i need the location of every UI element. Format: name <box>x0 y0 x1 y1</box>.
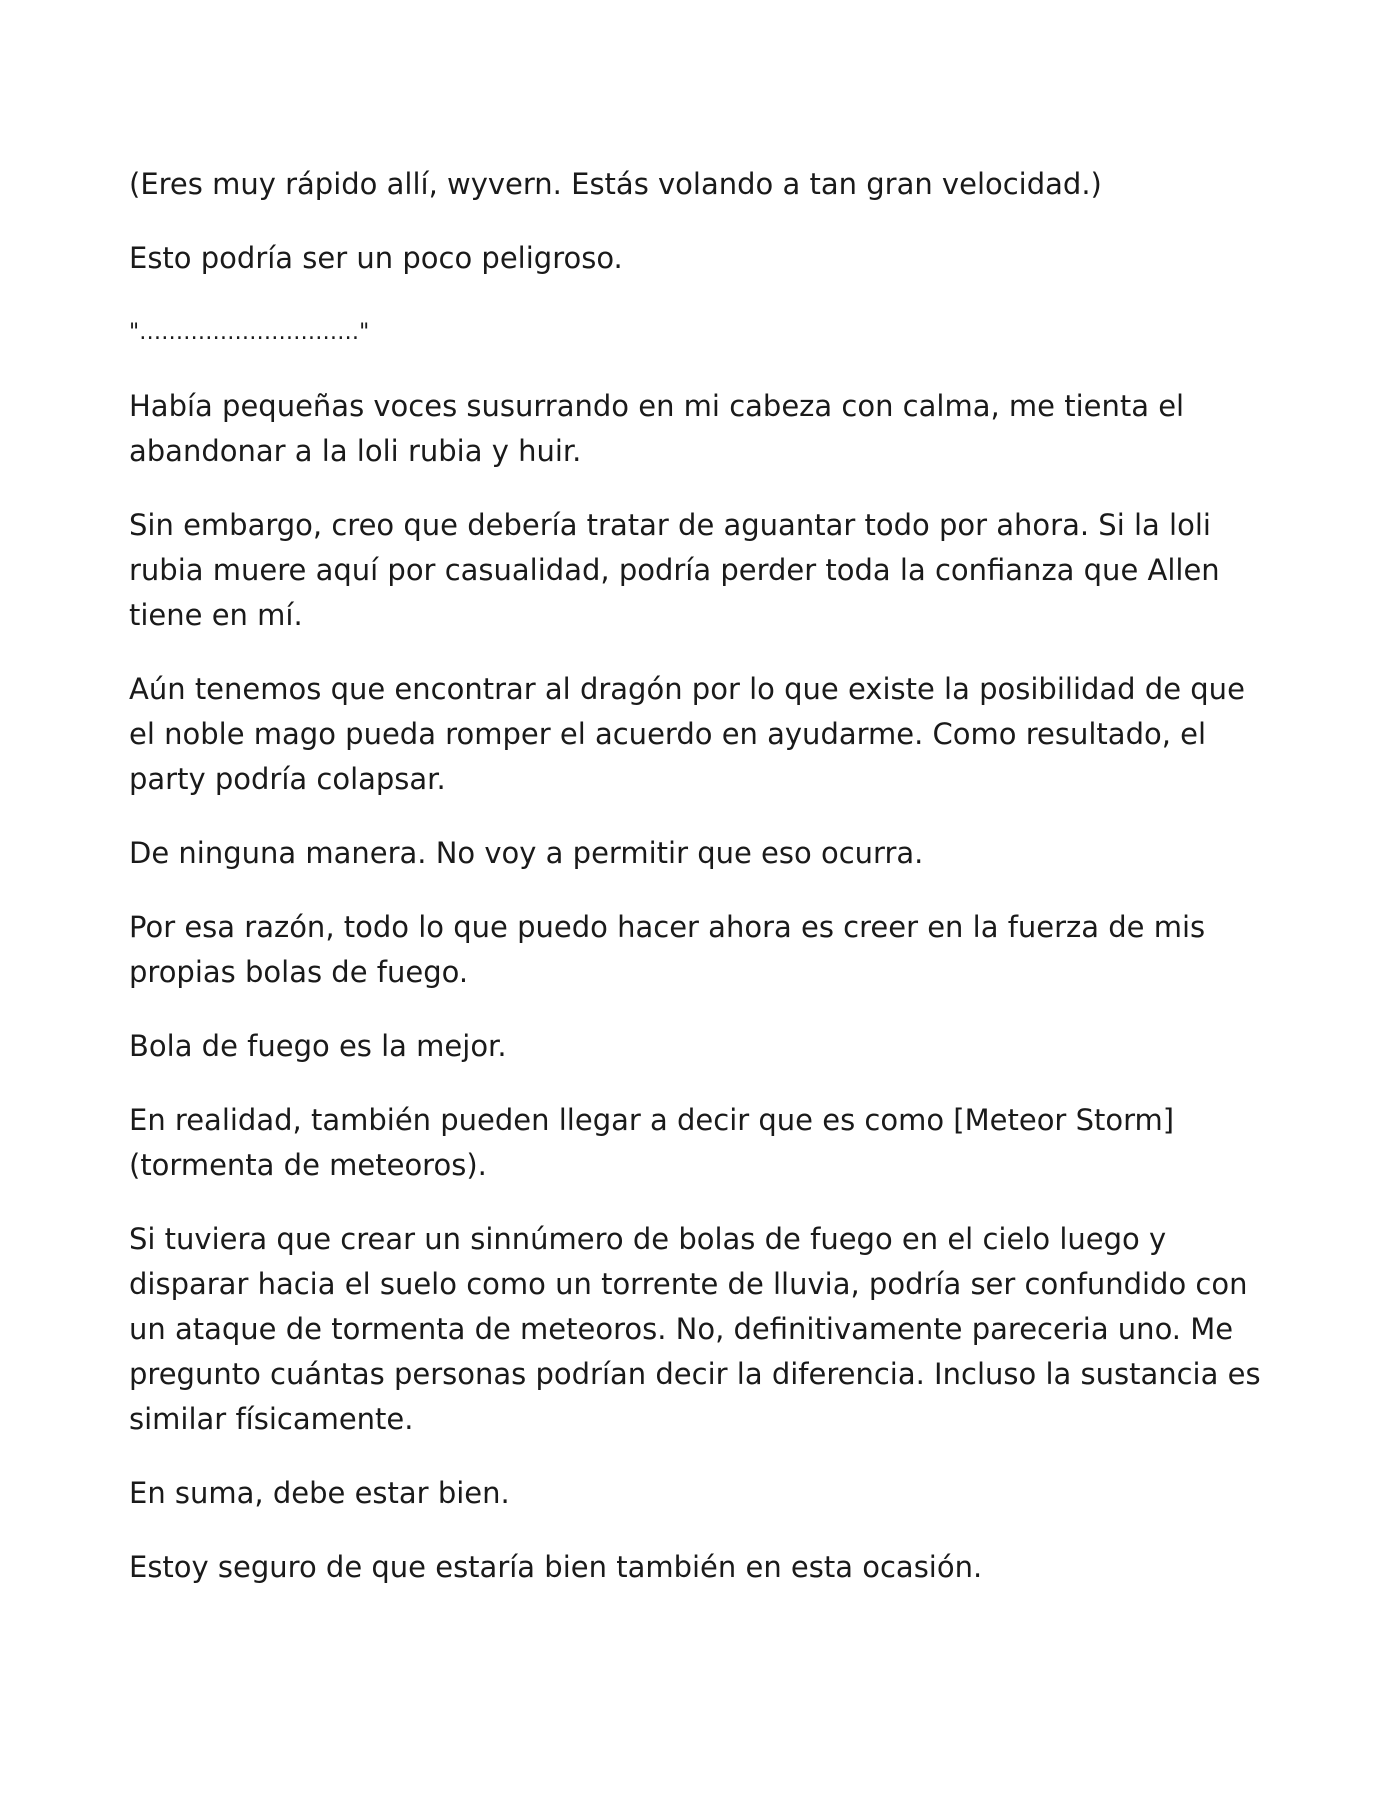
paragraph <box>129 1217 1289 1442</box>
text-line: De ninguna manera. No voy a permitir que eso ocurra. <box>129 836 924 870</box>
text-line: Si tuviera que crear un sinnúmero de bolas de fuego en el cielo luego y <box>129 1222 1167 1256</box>
text-line: pregunto cuántas personas podrían decir la diferencia. Incluso la sustancia es <box>129 1357 1261 1391</box>
text-line: "…………………………" <box>129 320 370 345</box>
text-line: el noble mago pueda romper el acuerdo en ayudarme. Como resultado, el <box>129 717 1207 751</box>
paragraph <box>129 162 1289 207</box>
text-line: (Eres muy rápido allí, wyvern. Estás volando a tan gran velocidad.) <box>129 167 1102 201</box>
text-line: disparar hacia el suelo como un torrente de lluvia, podría ser confundido con <box>129 1267 1248 1301</box>
paragraph <box>129 310 1289 355</box>
text-line: party podría colapsar. <box>129 762 446 796</box>
paragraph <box>129 236 1289 281</box>
paragraph <box>129 384 1289 474</box>
paragraph <box>129 1098 1289 1188</box>
text-line: rubia muere aquí por casualidad, podría perder toda la confianza que Allen <box>129 553 1220 587</box>
paragraph <box>129 831 1289 876</box>
text-line: abandonar a la loli rubia y huir. <box>129 434 582 468</box>
paragraph <box>129 1471 1289 1516</box>
text-line: Esto podría ser un poco peligroso. <box>129 241 623 275</box>
paragraph <box>129 905 1289 995</box>
text-line: Había pequeñas voces susurrando en mi cabeza con calma, me tienta el <box>129 389 1185 423</box>
text-line: Bola de fuego es la mejor. <box>129 1029 507 1063</box>
body-text <box>129 162 1289 1619</box>
text-line: Por esa razón, todo lo que puedo hacer ahora es creer en la fuerza de mis <box>129 910 1206 944</box>
text-line: un ataque de tormenta de meteoros. No, definitivamente pareceria uno. Me <box>129 1312 1234 1346</box>
paragraph <box>129 503 1289 638</box>
paragraph <box>129 1545 1289 1590</box>
text-line: similar físicamente. <box>129 1402 414 1436</box>
text-line: Estoy seguro de que estaría bien también en esta ocasión. <box>129 1550 983 1584</box>
text-line: Sin embargo, creo que debería tratar de aguantar todo por ahora. Si la loli <box>129 508 1211 542</box>
paragraph <box>129 1024 1289 1069</box>
paragraph <box>129 667 1289 802</box>
text-line: En suma, debe estar bien. <box>129 1476 510 1510</box>
text-line: (tormenta de meteoros). <box>129 1148 487 1182</box>
text-line: En realidad, también pueden llegar a decir que es como [Meteor Storm] <box>129 1103 1175 1137</box>
text-line: Aún tenemos que encontrar al dragón por lo que existe la posibilidad de que <box>129 672 1245 706</box>
text-line: tiene en mí. <box>129 598 303 632</box>
text-line: propias bolas de fuego. <box>129 955 469 989</box>
